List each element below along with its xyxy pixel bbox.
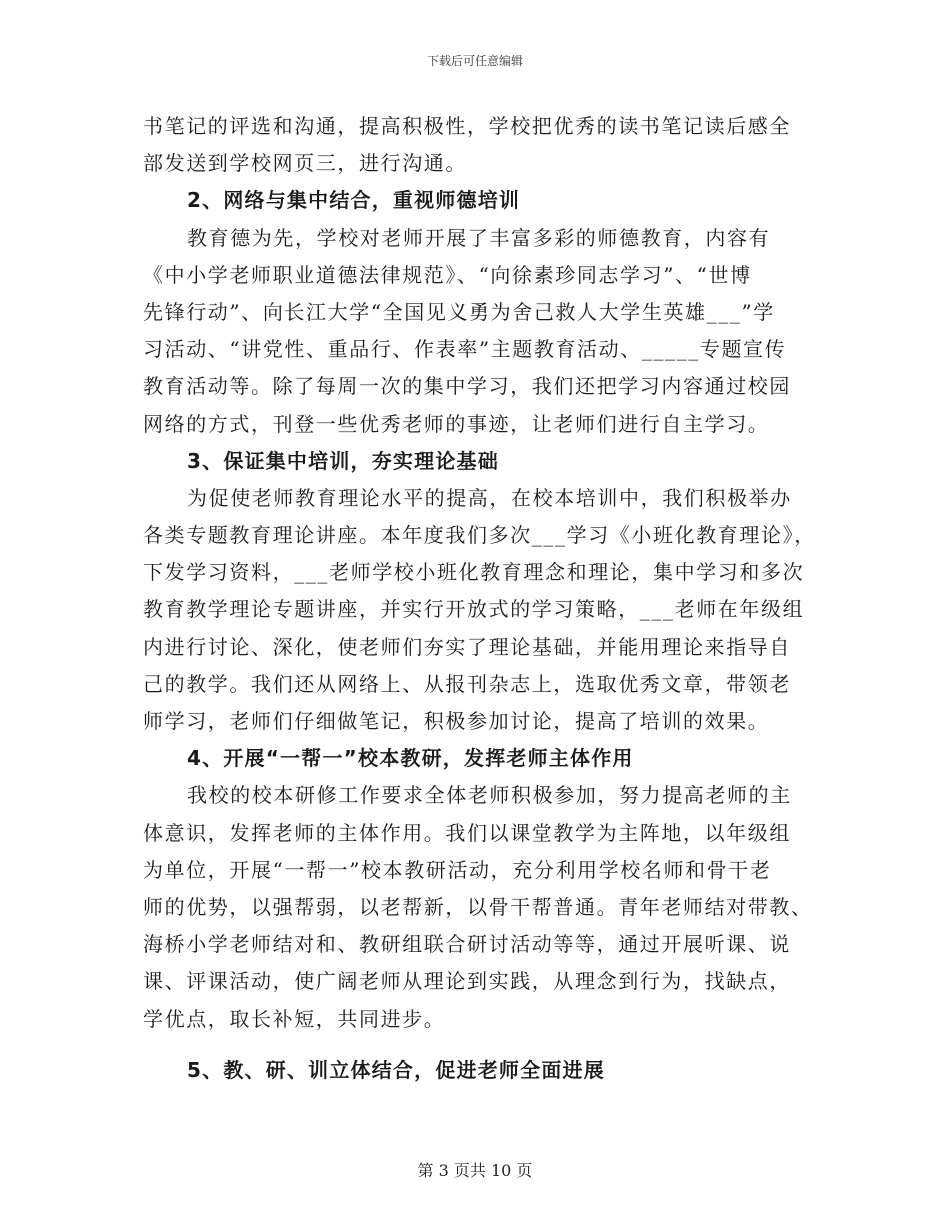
body-line: 部发送到学校网页三，进行沟通。 [143, 151, 467, 176]
body-line: 网络的方式，刊登一些优秀老师的事迹，让老师们进行自主学习。 [143, 411, 770, 436]
page-header: 下载后可任意编辑 [426, 54, 523, 68]
body-line: 为促使老师教育理论水平的提高，在校本培训中，我们积极举办 [187, 485, 792, 510]
body-line: 师学习，老师们仔细做笔记，积极参加讨论，提高了培训的效果。 [143, 709, 770, 733]
body-line: 海桥小学老师结对和、教研组联合研讨活动等等，通过开展听课、说 [143, 932, 791, 957]
page-footer: 第 3 页共 10 页 [417, 1161, 533, 1180]
body-line: 己的教学。我们还从网络上、从报刊杂志上，选取优秀文章，带领老 [143, 671, 791, 696]
body-line: 学优点，取长补短，共同进步。 [143, 1006, 446, 1031]
body-line: 师的优势，以强帮弱，以老帮新，以骨干帮普通。青年老师结对带教、 [143, 894, 813, 919]
body-line: 《中小学老师职业道德法律规范》、“向徐素珍同志学习”、“世博 [143, 262, 752, 287]
section-heading-5: 5、教、研、训立体结合，促进老师全面进展 [187, 1057, 605, 1082]
section-heading-3: 3、保证集中培训，夯实理论基础 [187, 448, 499, 473]
body-line: 习活动、“讲党性、重品行、作表率”主题教育活动、_____专题宣传 [143, 337, 787, 362]
section-heading-4: 4、开展“一帮一”校本教研，发挥老师主体作用 [187, 746, 634, 771]
body-line: 教育活动等。除了每周一次的集中学习，我们还把学习内容通过校园 [143, 374, 791, 399]
body-line: 体意识，发挥老师的主体作用。我们以课堂教学为主阵地，以年级组 [143, 820, 791, 845]
document-body [143, 108, 815, 1089]
body-line: 先锋行动”、向长江大学“全国见义勇为舍己救人大学生英雄___”学 [143, 299, 775, 324]
body-line: 各类专题教育理论讲座。本年度我们多次___学习《小班化教育理论》， [143, 523, 816, 548]
body-line: 教育教学理论专题讲座，并实行开放式的学习策略，___老师在年级组 [143, 597, 805, 622]
body-line: 下发学习资料，___老师学校小班化教育理念和理论，集中学习和多次 [143, 560, 805, 585]
body-line: 课、评课活动，使广阔老师从理论到实践，从理念到行为，找缺点， [143, 969, 791, 994]
body-line: 为单位，开展“一帮一”校本教研活动，充分利用学校名师和骨干老 [143, 857, 772, 882]
body-line: 书笔记的评选和沟通，提高积极性，学校把优秀的读书笔记读后感全 [143, 114, 791, 138]
section-heading-2: 2、网络与集中结合，重视师德培训 [187, 188, 521, 213]
body-line: 内进行讨论、深化，使老师们夯实了理论基础，并能用理论来指导自 [143, 634, 791, 659]
body-line: 教育德为先，学校对老师开展了丰富多彩的师德教育，内容有 [187, 225, 771, 250]
body-line: 我校的校本研修工作要求全体老师积极参加，努力提高老师的主 [187, 783, 792, 808]
